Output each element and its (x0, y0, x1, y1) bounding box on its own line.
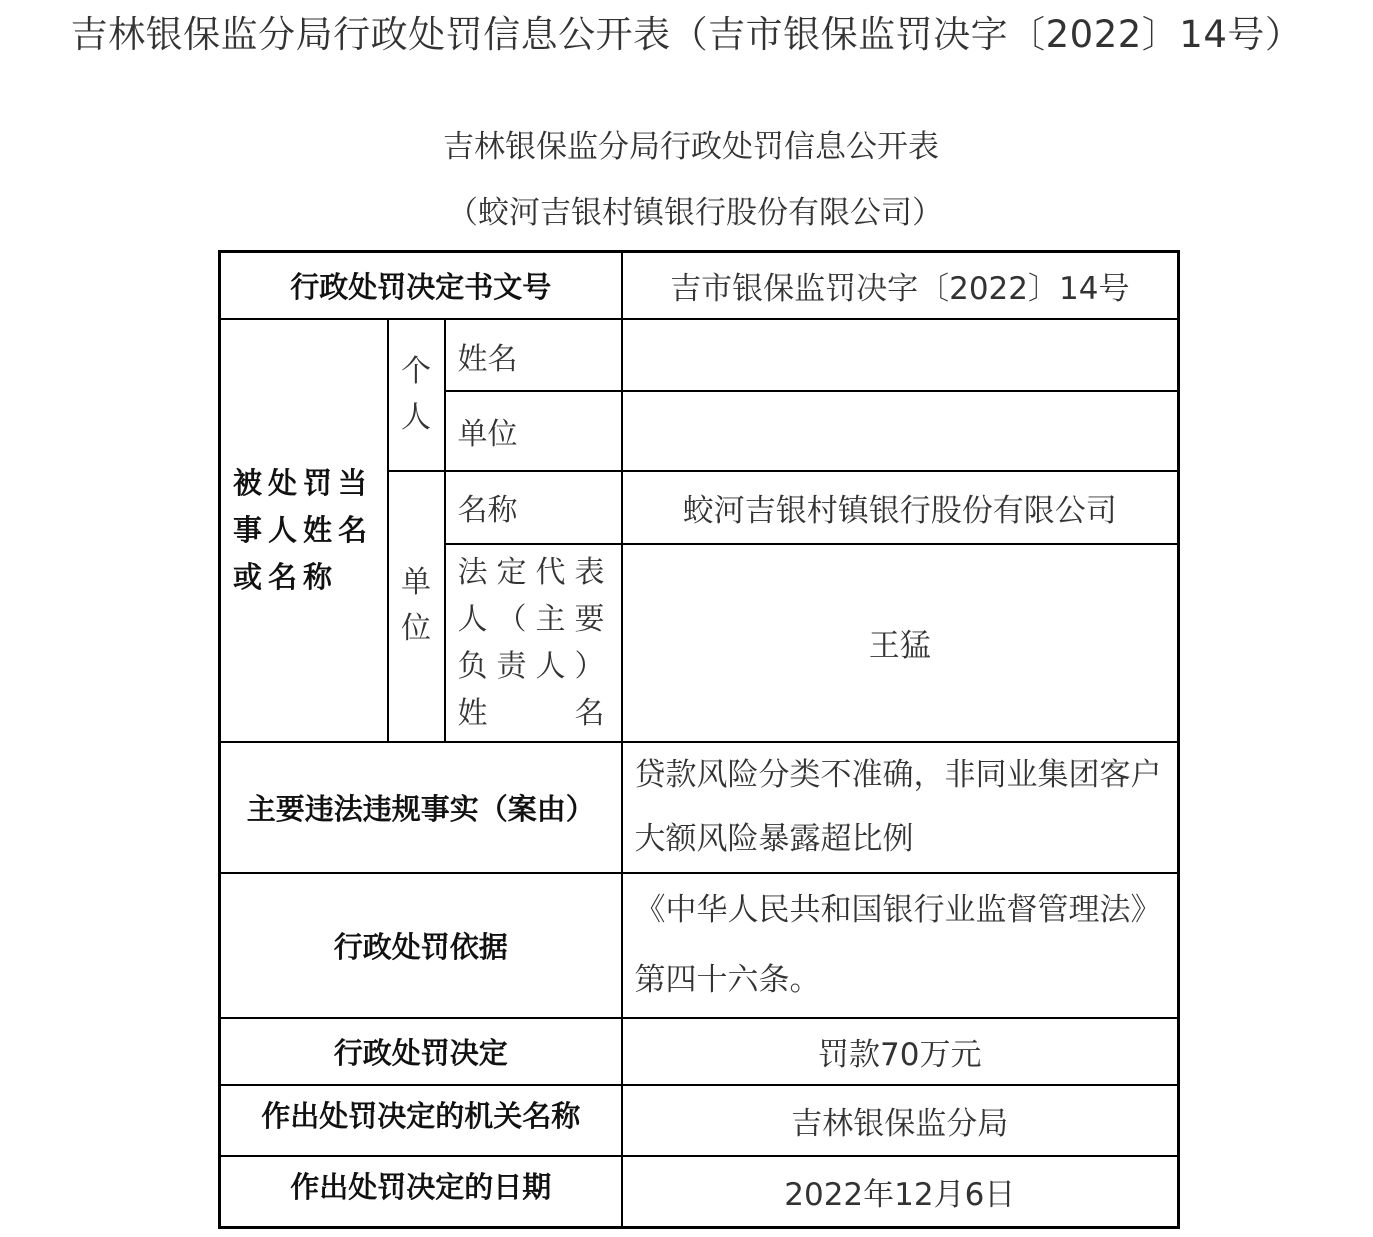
individual-name-value (622, 319, 1179, 391)
penalty-info-table (218, 250, 1180, 1229)
unit-name-label: 名称 (445, 471, 622, 544)
decision-value: 罚款70万元 (622, 1018, 1179, 1085)
unit-name-value: 蛟河吉银村镇银行股份有限公司 (622, 471, 1179, 544)
basis-label: 行政处罚依据 (220, 873, 622, 1018)
party-label-line: 被处罚当 (233, 465, 374, 500)
individual-label-char: 人 (401, 399, 431, 435)
unit-label (388, 471, 445, 742)
violation-label: 主要违法违规事实（案由） (220, 742, 622, 873)
party-label-line: 事人姓名 (233, 512, 374, 547)
decision-label: 行政处罚决定 (220, 1018, 622, 1085)
table-row-date (220, 1156, 1179, 1228)
individual-unit-label: 单位 (445, 391, 622, 471)
individual-name-label: 姓名 (445, 319, 622, 391)
table-row-decision (220, 1018, 1179, 1085)
legal-rep-label (445, 544, 622, 742)
authority-label: 作出处罚决定的机关名称 (220, 1085, 622, 1156)
party-label-line: 或名称 (233, 559, 339, 594)
basis-value: 《中华人民共和国银行业监督管理法》第四十六条。 (622, 873, 1179, 1018)
table-row-authority (220, 1085, 1179, 1156)
page-title: 吉林银保监分局行政处罚信息公开表（吉市银保监罚决字〔2022〕14号） (70, 13, 1303, 56)
legal-rep-label-line: 姓名 (457, 695, 611, 731)
violation-value: 贷款风险分类不准确，非同业集团客户大额风险暴露超比例 (622, 742, 1179, 873)
decision-no-value: 吉市银保监罚决字〔2022〕14号 (622, 252, 1179, 319)
document-subtitle: （蛟河吉银村镇银行股份有限公司） (447, 195, 943, 231)
legal-rep-label-line: 负责人） (457, 648, 611, 684)
legal-rep-value: 王猛 (622, 544, 1179, 742)
legal-rep-label-line: 法定代表 (457, 554, 611, 590)
party-label (220, 319, 388, 742)
date-value: 2022年12月6日 (622, 1156, 1179, 1228)
document-title: 吉林银保监分局行政处罚信息公开表 (443, 129, 939, 165)
legal-rep-label-line: 人（主要 (457, 601, 611, 637)
table-row-basis (220, 873, 1179, 1018)
table-row-individual-name (220, 319, 1179, 391)
unit-label-char: 单 (401, 565, 431, 600)
individual-label-char: 个 (401, 353, 431, 389)
individual-label (388, 319, 445, 471)
unit-label-char: 位 (401, 611, 431, 646)
table-row-decision-no (220, 252, 1179, 319)
date-label: 作出处罚决定的日期 (220, 1156, 622, 1228)
individual-unit-value (622, 391, 1179, 471)
authority-value: 吉林银保监分局 (622, 1085, 1179, 1156)
table-row-violation (220, 742, 1179, 873)
decision-no-label: 行政处罚决定书文号 (220, 252, 622, 319)
